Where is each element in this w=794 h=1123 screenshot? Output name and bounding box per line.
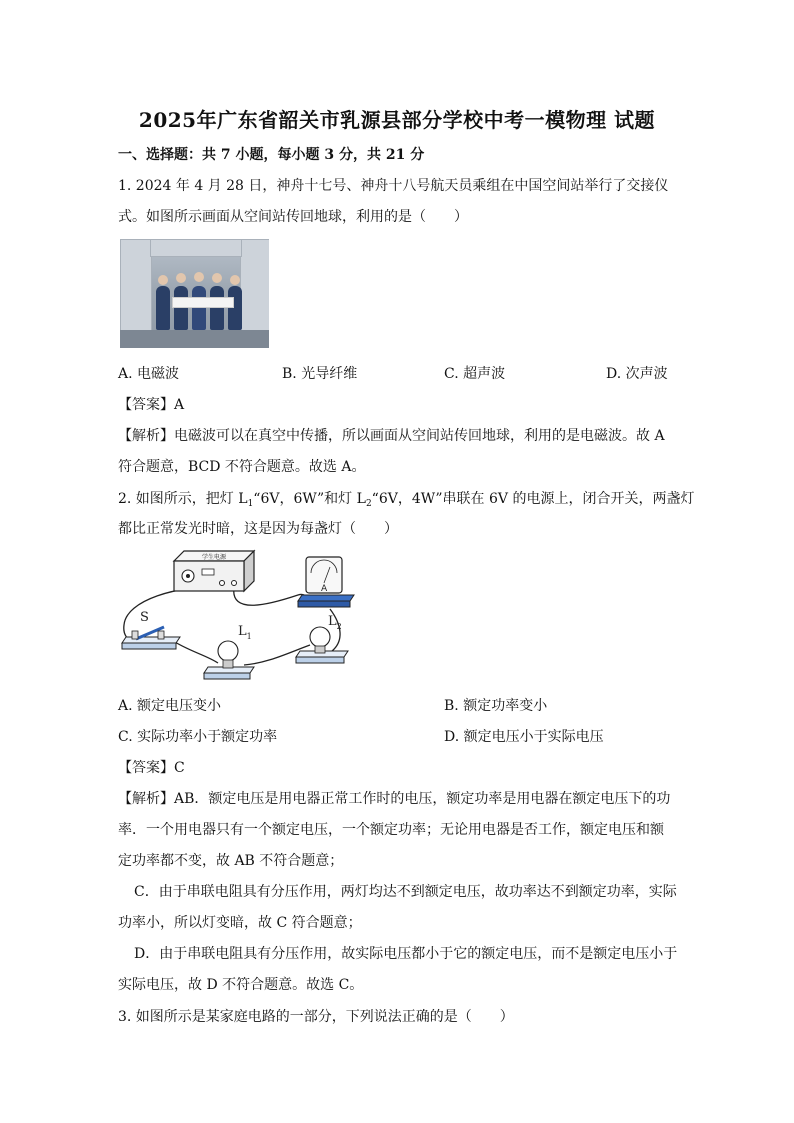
q2-option-b: B. 额定功率变小 [444,698,548,714]
page-title: 2025年广东省韶关市乳源县部分学校中考一模物理 试题 [138,108,656,132]
q2-option-c: C. 实际功率小于额定功率 [118,729,278,745]
space-station-photo [120,239,269,348]
q2-analysis-line-4: C．由于串联电阻具有分压作用，两灯均达不到额定电压，故功率达不到额定功率，实际 [134,884,677,900]
q2-analysis-line-3: 定功率都不变，故 AB 不符合题意； [118,853,344,869]
q1-analysis-line-2: 符合题意，BCD 不符合题意。故选 A。 [118,459,366,475]
section-heading: 一、选择题：共 7 小题，每小题 3 分，共 21 分 [118,147,425,163]
q2-text-line-1: 2. 如图所示，把灯 $L_1“6V$，6W”和灯 $L_2“6V$，4W”串联在 6V 的电源上，闭合开关，两盏灯 [118,491,695,509]
q1-option-c: C. 超声波 [444,366,506,382]
q2-text-line-2: 都比正常发光时暗，这是因为每盏灯（ ） [118,521,398,537]
circuit-diagram [118,545,363,685]
q2-analysis-line-2: 率．一个用电器只有一个额定电压，一个额定功率；无论用电器是否工作，额定电压和额 [118,822,664,838]
q1-option-a: A. 电磁波 [118,366,180,382]
q2-answer: 【答案】C [118,760,185,776]
q2-analysis-line-7: 实际电压，故 D 不符合题意。故选 C。 [118,977,364,993]
q1-text-line-2: 式。如图所示画面从空间站传回地球，利用的是（ ） [118,209,468,225]
q2-analysis-line-6: D．由于串联电阻具有分压作用，故实际电压都小于它的额定电压，而不是额定电压小于 [134,946,678,962]
q1-option-d: D. 次声波 [606,366,668,382]
ammeter-label: A [321,584,328,594]
q1-answer: 【答案】A [118,397,185,413]
q2-option-a: A. 额定电压变小 [118,698,222,714]
q1-text-line-1: 1. 2024 年 4 月 28 日，神舟十七号、神舟十八号航天员乘组在中国空间站举行了交接仪 [118,178,669,194]
lamp1-label: $L_1$ [238,624,252,641]
switch-label: S [140,610,149,625]
q2-analysis-line-5: 功率小，所以灯变暗，故 C 符合题意； [118,915,362,931]
q3-text-line-1: 3. 如图所示是某家庭电路的一部分，下列说法正确的是（ ） [118,1009,514,1025]
q2-option-d: D. 额定电压小于实际电压 [444,729,604,745]
power-supply-label: 学生电源 [202,554,227,561]
q1-analysis-line-1: 【解析】电磁波可以在真空中传播，所以画面从空间站传回地球，利用的是电磁波。故 A [118,428,665,444]
q2-analysis-line-1: 【解析】AB．额定电压是用电器正常工作时的电压，额定功率是用电器在额定电压下的功 [118,791,671,807]
q1-option-b: B. 光导纤维 [282,366,358,382]
lamp2-label: $L_2$ [328,614,342,631]
